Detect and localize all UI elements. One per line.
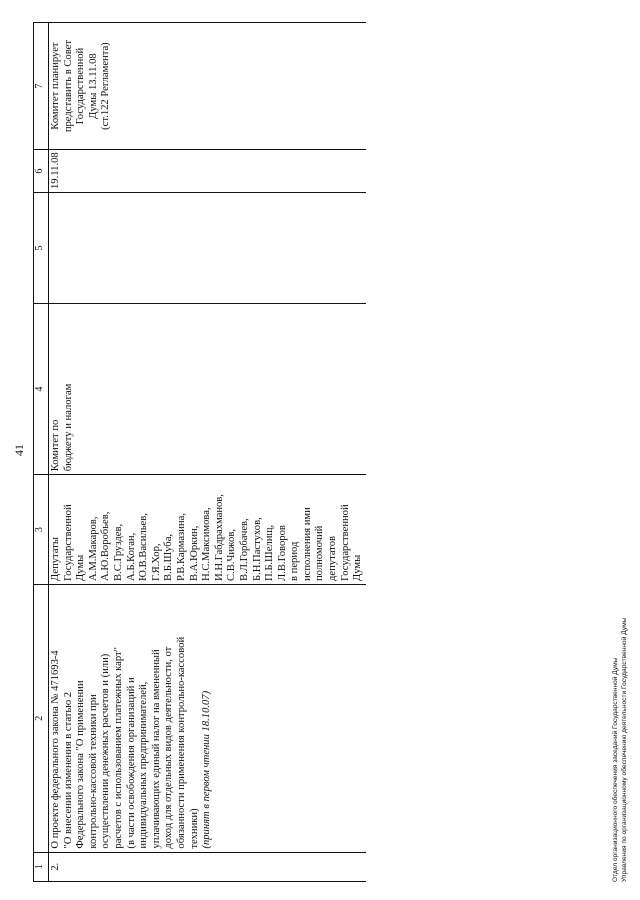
author-line: Думы xyxy=(75,554,87,581)
authors-cell xyxy=(49,475,366,585)
description-line: техники) xyxy=(188,808,200,849)
column-number-row xyxy=(34,23,49,882)
author-line: Р.В.Кармазина, xyxy=(175,513,187,581)
footer-line: Управления по организационному обеспечению деятельности Государственной Думы xyxy=(621,617,628,882)
column-5-cell xyxy=(49,192,366,303)
plan-line: Государственной xyxy=(75,47,87,125)
description-line: О проекте федерального закона № 471693-4 xyxy=(50,650,61,849)
author-line: Л.В.Говоров xyxy=(276,525,288,581)
page-footer xyxy=(611,618,629,882)
description-line: Федерального закона "О применении xyxy=(75,680,87,849)
column-number: 1 xyxy=(34,852,49,881)
plan-line: Комитет планирует xyxy=(50,42,61,130)
author-line: Государственной xyxy=(339,504,351,581)
column-number: 7 xyxy=(34,23,49,150)
column-number: 5 xyxy=(34,192,49,303)
row-number-cell xyxy=(49,852,366,881)
description-line: "О внесении изменения в статью 2 xyxy=(62,691,74,849)
first-reading-note: (принят в первом чтении 18.10.07) xyxy=(201,690,213,849)
committee-line: Комитет по xyxy=(50,419,61,472)
author-line: Н.С.Максимова, xyxy=(201,507,213,581)
author-line: А.М.Макаров, xyxy=(87,516,99,581)
row-number: 2. xyxy=(50,862,61,871)
page-number: 41 xyxy=(12,444,26,456)
footer-line: Отдел организационного обеспечения заседаний Государственной Думы xyxy=(612,657,619,882)
author-line: В.А.Юркин, xyxy=(188,525,200,581)
author-line: И.Н.Габдрахманов, xyxy=(213,494,225,581)
column-number: 3 xyxy=(34,475,49,585)
table-row xyxy=(49,23,366,882)
author-line: Государственной xyxy=(62,504,74,581)
description-line: (в части освобождения организаций и xyxy=(125,677,137,849)
author-line: Г.Я.Хор, xyxy=(150,543,162,581)
author-line: Б.Н.Пастухов, xyxy=(251,517,263,581)
author-line: в период xyxy=(289,541,301,581)
description-line: осуществлении денежных расчетов и (или) xyxy=(100,653,112,849)
description-line: обязанности применения контрольно-кассовой xyxy=(175,636,187,849)
plan-line: (ст.122 Регламента) xyxy=(100,42,112,130)
author-line: П.Б.Шелищ, xyxy=(264,524,276,581)
author-line: полномочий xyxy=(314,525,326,581)
committee-line: бюджету и налогам xyxy=(62,383,74,472)
author-line: Ю.В.Васильев, xyxy=(138,513,150,581)
description-cell xyxy=(49,584,366,852)
description-line: уплачивающих единый налог на вмененный xyxy=(150,649,162,849)
description-line: индивидуальных предпринимателей, xyxy=(138,681,150,849)
column-number: 2 xyxy=(34,584,49,852)
author-line: В.Л.Горбачев, xyxy=(238,518,250,581)
description-line: расчетов с использованием платежных карт" xyxy=(112,647,124,849)
column-number: 6 xyxy=(34,150,49,193)
author-line: В.Б.Шуба, xyxy=(163,533,175,581)
column-number: 4 xyxy=(34,304,49,475)
author-line: Депутаты xyxy=(50,537,61,581)
bills-table xyxy=(33,22,366,882)
plan-line: Думы 13.11.08 xyxy=(87,53,99,119)
author-line: В.С.Груздев, xyxy=(112,523,124,581)
date-cell xyxy=(49,150,366,193)
author-line: С.В.Чижов, xyxy=(226,528,238,581)
author-line: А.Б.Коган, xyxy=(125,532,137,581)
plan-line: представить в Совет xyxy=(62,40,74,133)
author-line: Думы xyxy=(352,554,364,581)
author-line: исполнения ими xyxy=(301,507,313,581)
plan-cell xyxy=(49,23,366,150)
description-line: доход для отдельных видов деятельности, от xyxy=(163,646,175,849)
description-line: контрольно-кассовой техники при xyxy=(87,694,99,849)
author-line: А.Ю.Воробьев, xyxy=(100,511,112,581)
author-line: депутатов xyxy=(327,535,339,581)
committee-cell xyxy=(49,304,366,475)
date-value: 19.11.08 xyxy=(50,152,61,189)
